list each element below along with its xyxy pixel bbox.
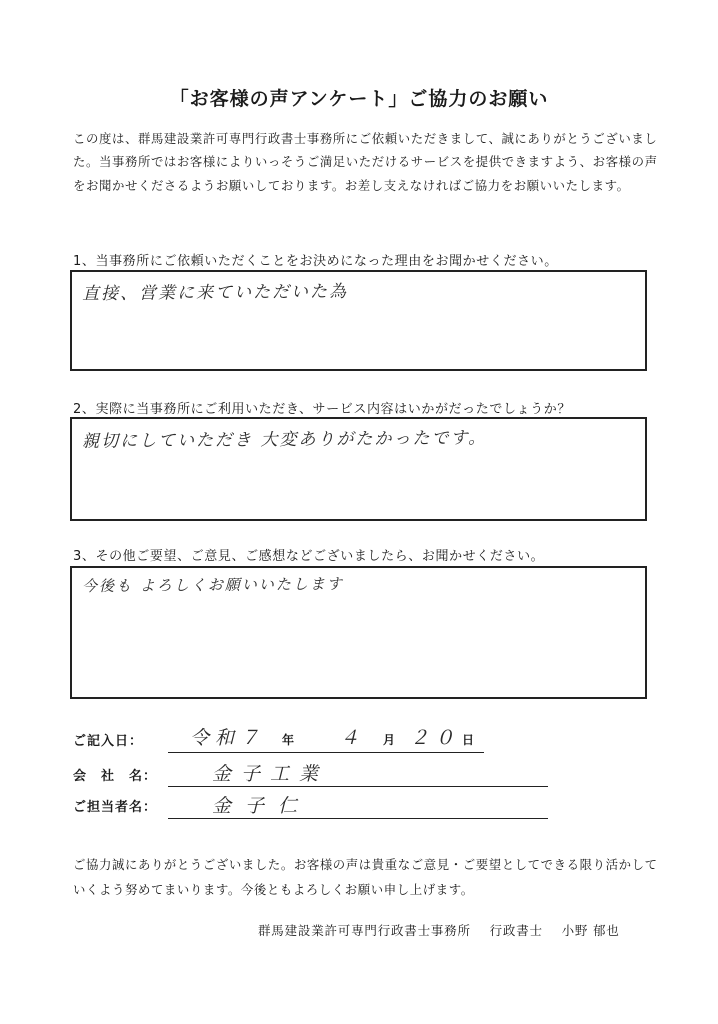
signature-name: 小野 郁也 — [561, 923, 620, 938]
page-title: 「お客様の声アンケート」ご協力のお願い — [169, 88, 549, 110]
signature-role: 行政書士 — [489, 923, 543, 938]
month-unit: 月 — [383, 733, 396, 747]
answer-3-text: 今後も よろしくお願いいたします — [81, 574, 344, 596]
answer-2-box — [70, 417, 647, 521]
answer-3-box — [70, 566, 647, 699]
company-underline — [168, 786, 548, 787]
person-value: 金子仁 — [212, 795, 312, 817]
signature-office: 群馬建設業許可専門行政書士事務所 — [258, 923, 471, 938]
day-unit: 日 — [462, 733, 475, 747]
closing-text: ご協力誠にありがとうございました。お客様の声は貴重なご意見・ご要望としてできる限り活かしていくよう努めてまいります。今後ともよろしくお願い申し上げます。 — [73, 857, 658, 897]
month-value: ４ — [340, 727, 366, 749]
person-underline — [168, 818, 548, 819]
company-label: 会 社 名： — [73, 769, 158, 784]
question-3-label: 3、その他ご要望、ご意見、ご感想などございましたら、お聞かせください。 — [73, 549, 545, 564]
person-label: ご担当者名： — [73, 800, 158, 815]
date-era-value: 令和７ — [190, 727, 266, 749]
answer-1-text: 直接、営業に来ていただいた為 — [81, 281, 349, 305]
day-value: ２０ — [410, 727, 461, 749]
answer-2-text: 親切にしていただき 大変ありがたかったです。 — [81, 428, 488, 452]
date-underline — [168, 752, 484, 753]
question-1-label: 1、当事務所にご依頼いただくことをお決めになった理由をお聞かせください。 — [73, 254, 558, 269]
answer-1-box — [70, 270, 647, 371]
intro-text: この度は、群馬建設業許可専門行政書士事務所にご依頼いただきまして、誠にありがとうございました。当事務所ではお客様によりいっそうご満足いただけるサービスを提供できますよう、お客様の声をお聞かせくださるようお願いしております。お差し支えなければご協力をお願いいたします。 — [73, 131, 658, 193]
signature — [258, 921, 620, 939]
company-value: 金子工業 — [212, 763, 329, 785]
question-2-label: 2、実際に当事務所にご利用いただき、サービス内容はいかがだったでしょうか？ — [73, 402, 571, 417]
date-label: ご記入日： — [73, 734, 144, 749]
year-unit: 年 — [282, 733, 295, 747]
